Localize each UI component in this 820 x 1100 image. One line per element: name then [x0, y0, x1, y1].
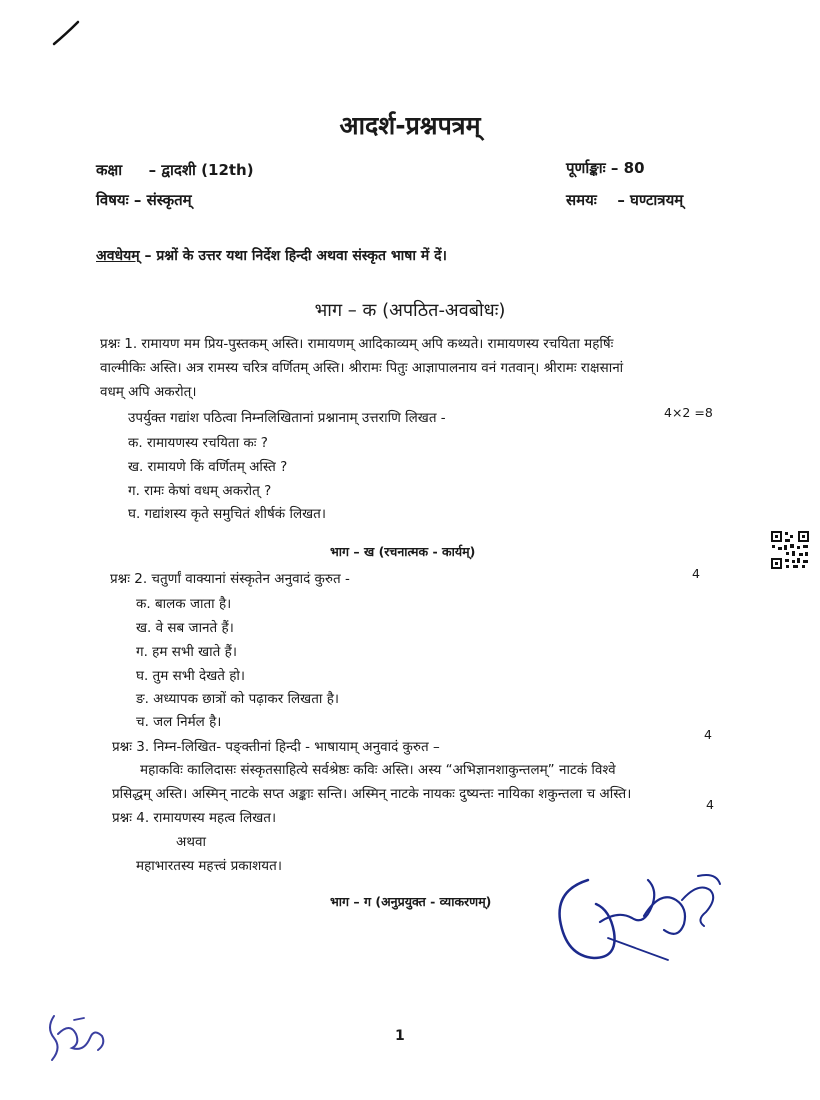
- q4-text: प्रश्नः 4. रामायणस्य महत्व लिखत।: [112, 810, 277, 826]
- q4-or: अथवा: [176, 834, 206, 850]
- q2-text: प्रश्नः 2. चतुर्णां वाक्यानां संस्कृतेन अनुवादं कुरुत -: [110, 571, 350, 587]
- max-marks-value: – 80: [610, 159, 645, 177]
- q2-item-kha: ख. वे सब जानते हैं।: [136, 620, 234, 636]
- q1-item-kha: ख. रामायणे किं वर्णितम् अस्ति ?: [128, 459, 288, 475]
- subject-value: – संस्कृतम्: [133, 191, 192, 209]
- instruction-label: अवधेयम्: [96, 248, 140, 264]
- instruction: [96, 246, 447, 265]
- q1-line-1: प्रश्नः 1. रामायण मम प्रिय-पुस्तकम् अस्ति। रामायणम् आदिकाव्यम् अपि कथ्यते। रामायणस्य रचयिता महर्षिः: [100, 336, 614, 352]
- q2-item-ga: ग. हम सभी खाते हैं।: [136, 644, 237, 660]
- section-b-heading: भाग – ख (रचनात्मक - कार्यम्): [330, 544, 476, 559]
- q1-instruction: उपर्युक्त गद्यांश पठित्वा निम्नलिखितानां प्रश्नानाम् उत्तराणि लिखत -: [128, 410, 446, 426]
- q4-alternative: महाभारतस्य महत्त्वं प्रकाशयत।: [136, 858, 282, 874]
- instruction-text: – प्रश्नों के उत्तर यथा निर्देश हिन्दी अथवा संस्कृत भाषा में दें।: [139, 248, 447, 264]
- q3-line-2: प्रसिद्धम् अस्ति। अस्मिन् नाटके सप्त अङ्काः सन्ति। अस्मिन् नाटके नायकः दुष्यन्तः नायिका शकुन्तला च अस्ति।: [112, 786, 632, 802]
- page-number: 1: [395, 1028, 405, 1044]
- q1-line-3: वधम् अपि अकरोत्।: [100, 384, 197, 400]
- q1-line-2: वाल्मीकिः अस्ति। अत्र रामस्य चरित्र वर्णितम् अस्ति। श्रीरामः पितुः आज्ञापालनाय वनं गतवान्। श्रीरामः राक्षसानां: [100, 360, 624, 376]
- subject-label: विषयः: [96, 191, 129, 209]
- class-value: – द्वादशी (12th): [148, 161, 254, 179]
- q2-item-ka: क. बालक जाता है।: [136, 596, 232, 612]
- time-info: [566, 190, 683, 210]
- q3-text: प्रश्नः 3. निम्न-लिखित- पङ्क्तीनां हिन्दी - भाषायाम् अनुवादं कुरुत –: [112, 739, 440, 755]
- pen-mark: [52, 18, 82, 48]
- q2-item-gha: घ. तुम सभी देखते हो।: [136, 668, 246, 684]
- q1-item-ga: ग. रामः केषां वधम् अकरोत् ?: [128, 483, 272, 499]
- q4-marks: 4: [706, 797, 714, 812]
- q1-item-ka: क. रामायणस्य रचयिता कः ?: [128, 435, 268, 451]
- q2-item-cha: च. जल निर्मल है।: [136, 714, 222, 730]
- q3-line-1: महाकविः कालिदासः संस्कृतसाहित्ये सर्वश्रेष्ठः कविः अस्ति। अस्य “अभिज्ञानशाकुन्तलम्” नाटकं विश्वे: [140, 762, 616, 778]
- subject-info: [96, 190, 192, 210]
- q2-marks: 4: [692, 566, 700, 581]
- q1-marks: 4×2 =8: [664, 405, 713, 420]
- paper-title: आदर्श-प्रश्नपत्रम्: [339, 111, 481, 140]
- max-marks-info: [566, 158, 645, 178]
- q1-item-gha: घ. गद्यांशस्य कृते समुचितं शीर्षकं लिखत।: [128, 506, 326, 522]
- class-info: [96, 160, 254, 180]
- qr-code: [770, 530, 810, 570]
- max-marks-label: पूर्णाङ्काः: [566, 159, 606, 177]
- section-a-heading: भाग – क (अपठित-अवबोधः): [314, 300, 506, 321]
- time-value: – घण्टात्रयम्: [617, 191, 684, 209]
- section-c-heading: भाग – ग (अनुप्रयुक्त - व्याकरणम्): [330, 894, 492, 909]
- q2-item-nga: ङ. अध्यापक छात्रों को पढ़ाकर लिखता है।: [136, 691, 339, 707]
- signature: [548, 860, 728, 980]
- q3-marks: 4: [704, 727, 712, 742]
- initials-mark: [44, 1008, 114, 1068]
- time-label: समयः: [566, 191, 597, 209]
- class-label: कक्षा: [96, 161, 123, 179]
